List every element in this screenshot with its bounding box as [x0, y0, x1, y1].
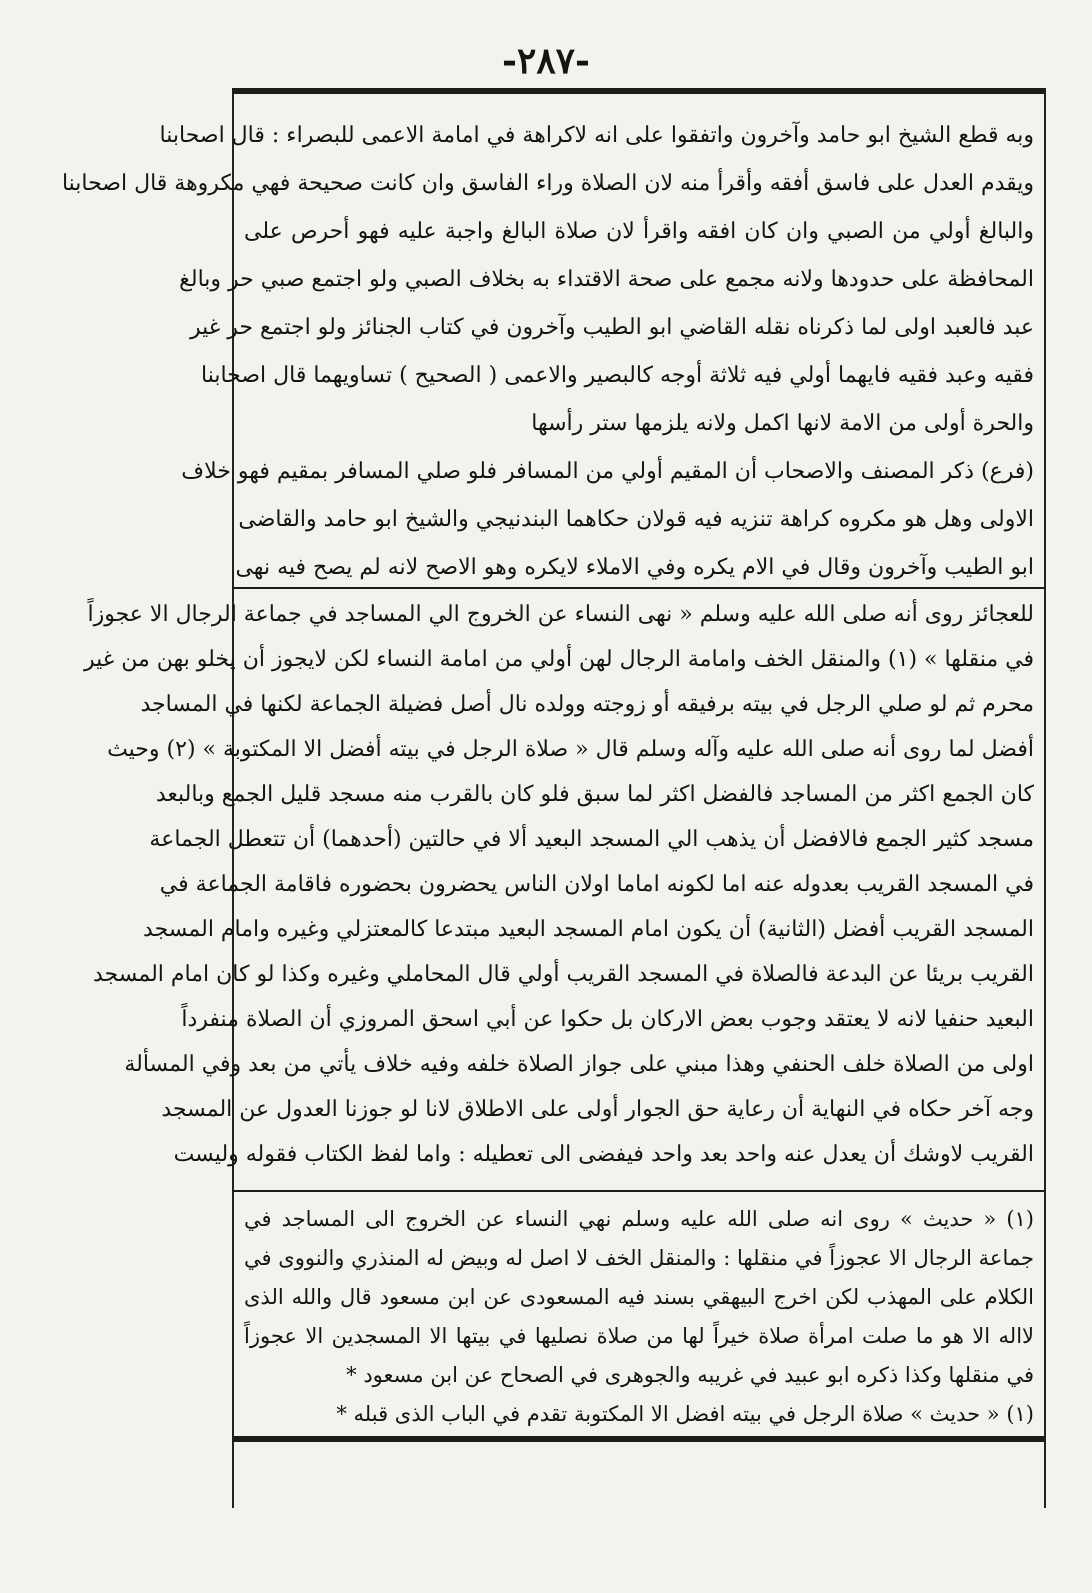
- text-line: (فرع) ذكر المصنف والاصحاب أن المقيم أولي من المسافر فلو صلي المسافر بمقيم فهو خلاف: [181, 459, 1034, 484]
- main-text-block: [61, 112, 1034, 592]
- footnote-line: جماعة الرجال الا عجوزاً في منقلها : والمنقل الخف لا اصل له وبيض له المنذري والنووى في: [244, 1246, 1034, 1270]
- text-line: ابو الطيب وآخرون وقال في الام يكره وفي الاملاء لايكره وهو الاصح لانه لم يصح فيه نهى: [235, 555, 1034, 580]
- footnote-line: في منقلها وكذا ذكره ابو عبيد في غريبه والجوهرى في الصحاح عن ابن مسعود *: [346, 1363, 1034, 1387]
- text-line: المسجد القريب أفضل (الثانية) أن يكون امام المسجد البعيد مبتدعا كالمعتزلي وغيره وامام المسجد: [143, 917, 1034, 942]
- text-line: القريب بريئا عن البدعة فالصلاة في المسجد القريب أولي قال المحاملي وغيره وكذا لو كان امام المسجد: [93, 962, 1034, 987]
- footnote-line: لااله الا هو ما صلت امرأة صلاة خيراً لها من صلاة نصليها في بيتها الا المسجدين الا عجوزاً: [244, 1324, 1034, 1348]
- text-line: ويقدم العدل على فاسق أفقه وأقرأ منه لان الصلاة وراء الفاسق وان كانت صحيحة فهي مكروهة قال اصحابنا: [61, 171, 1034, 196]
- section-divider: [232, 587, 1044, 589]
- text-line: الاولى وهل هو مكروه كراهة تنزيه فيه قولان حكاهما البندنيجي والشيخ ابو حامد والقاضى: [238, 507, 1034, 532]
- top-rule: [232, 88, 1044, 94]
- footnote-divider: [232, 1190, 1044, 1192]
- page-number: -٢٨٧-: [502, 40, 590, 82]
- text-line: فقيه وعبد فقيه فايهما أولي فيه ثلاثة أوجه كالبصير والاعمى ( الصحيح ) تساويهما قال اصحابنا: [201, 363, 1034, 388]
- text-line: اولى من الصلاة خلف الحنفي وهذا مبني على جواز الصلاة خلفه وفيه خلاف يأتي من بعد وفي المسألة: [124, 1052, 1034, 1077]
- text-line: للعجائز روى أنه صلى الله عليه وسلم « نهى النساء عن الخروج الي المساجد في جماعة الرجال الا عجوزاً: [87, 602, 1034, 627]
- text-line: المحافظة على حدودها ولانه مجمع على صحة الاقتداء به بخلاف الصبي ولو اجتمع صبي حر وبالغ: [179, 267, 1034, 292]
- text-line: في المسجد القريب بعدوله عنه اما لكونه اماما اولان الناس يحضرون بحضوره فاقامة الجماعة في: [159, 872, 1034, 897]
- footnote-line: الكلام على المهذب لكن اخرج البيهقي بسند فيه المسعودى عن ابن مسعود قال والله الذى: [244, 1285, 1034, 1309]
- footnotes-block: [244, 1200, 1034, 1434]
- text-line: محرم ثم لو صلي الرجل في بيته برفيقه أو زوجته وولده نال أصل فضيلة الجماعة لكنها في المساجد: [140, 692, 1034, 717]
- text-line: كان الجمع اكثر من المساجد فالفضل اكثر لما سبق فلو كان بالقرب منه مسجد قليل الجمع وبالبعد: [155, 782, 1034, 807]
- text-line: أفضل لما روى أنه صلى الله عليه وآله وسلم قال « صلاة الرجل في بيته أفضل الا المكتوبة » (٢) وحيث: [107, 737, 1034, 762]
- text-line: القريب لاوشك أن يعدل عنه واحد بعد واحد فيفضى الى تعطيله : واما لفظ الكتاب فقوله وليست: [173, 1142, 1034, 1167]
- text-line: والحرة أولى من الامة لانها اكمل ولانه يلزمها ستر رأسها: [531, 411, 1034, 436]
- text-line: البعيد حنفيا لانه لا يعتقد وجوب بعض الاركان بل حكوا عن أبي اسحق المروزي أن الصلاة منفرداً: [181, 1007, 1034, 1032]
- text-line: عبد فالعبد اولى لما ذكرناه نقله القاضي ابو الطيب وآخرون في كتاب الجنائز ولو اجتمع حر غير: [189, 315, 1034, 340]
- text-line: والبالغ أولي من الصبي وان كان افقه واقرأ لان صلاة البالغ واجبة عليه فهو أحرص على: [244, 219, 1034, 244]
- text-line: في منقلها » (١) والمنقل الخف وامامة الرجال لهن أولي من امامة النساء لكن لايجوز أن يخلو بهن من غير: [83, 647, 1034, 672]
- text-line: مسجد كثير الجمع فالافضل أن يذهب الي المسجد البعيد ألا في حالتين (أحدهما) أن تتعطل الجماعة: [149, 827, 1034, 852]
- bottom-rule: [232, 1436, 1044, 1442]
- text-line: وبه قطع الشيخ ابو حامد وآخرون واتفقوا على انه لاكراهة في امامة الاعمى للبصراء : قال اصحابنا: [159, 123, 1034, 148]
- footnote-line: (١) « حديث » روى انه صلى الله عليه وسلم نهي النساء عن الخروج الى المساجد في: [244, 1207, 1034, 1231]
- lower-text-block: [83, 592, 1034, 1177]
- text-line: وجه آخر حكاه في النهاية أن رعاية حق الجوار أولى على الاطلاق لانا لو جوزنا العدول عن المسجد: [161, 1097, 1034, 1122]
- footnote-line: (١) « حديث » صلاة الرجل في بيته افضل الا المكتوبة تقدم في الباب الذى قبله *: [336, 1402, 1034, 1426]
